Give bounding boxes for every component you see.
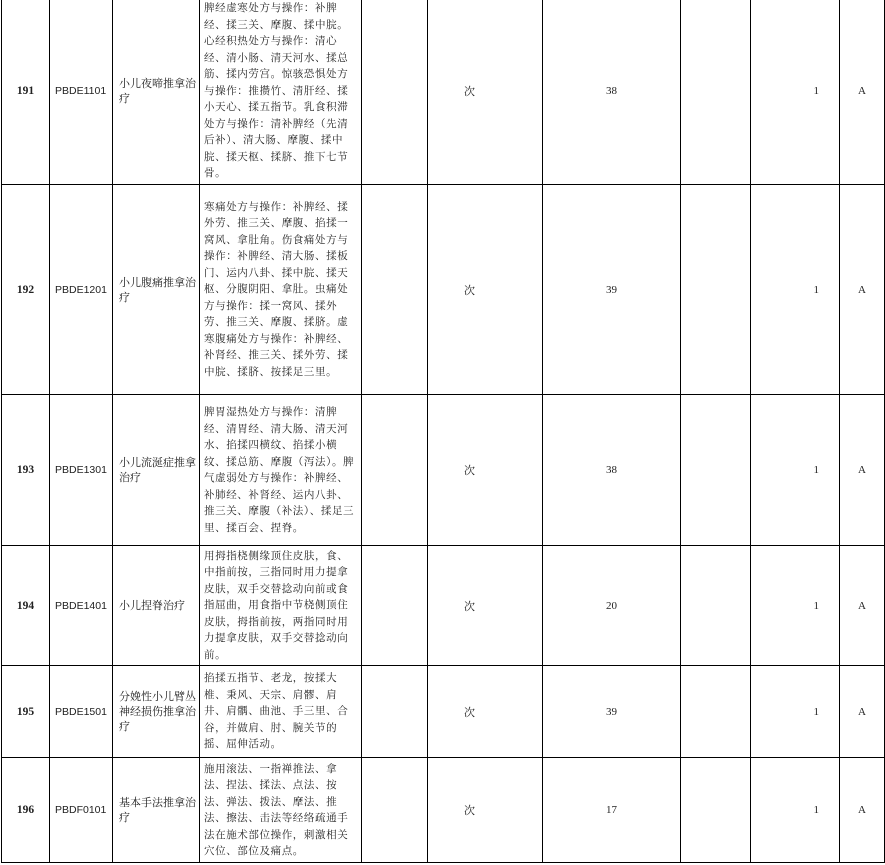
empty-cell [362,666,428,758]
item-grade: A [840,395,885,546]
item-price: 39 [543,666,681,758]
item-code: PBDE1101 [50,0,113,185]
item-quantity: 1 [751,395,840,546]
item-quantity: 1 [751,758,840,863]
row-number: 195 [2,666,50,758]
empty-cell [681,395,751,546]
item-description: 寒痛处方与操作：补脾经、揉外劳、推三关、摩腹、掐揉一窝风、拿肚角。伤食痛处方与操作：补脾经、清大肠、揉板门、运内八卦、揉中脘、揉天枢、分腹阴阳、拿肚。虫痛处方与操作：揉一窝风、揉外劳、推三关、摩腹、揉脐。虚寒腹痛处方与操作：补脾经、补肾经、推三关、揉外劳、揉中脘、揉脐、按揉足三里。 [200,185,362,395]
item-grade: A [840,185,885,395]
item-unit: 次 [428,0,543,185]
item-code: PBDE1201 [50,185,113,395]
item-price: 38 [543,0,681,185]
item-code: PBDE1301 [50,395,113,546]
row-number: 193 [2,395,50,546]
table-row [2,666,885,758]
item-code: PBDE1501 [50,666,113,758]
item-code: PBDF0101 [50,758,113,863]
empty-cell [362,0,428,185]
item-name: 小儿捏脊治疗 [113,546,200,666]
table-row [2,185,885,395]
item-grade: A [840,546,885,666]
item-quantity: 1 [751,185,840,395]
item-unit: 次 [428,666,543,758]
item-price: 38 [543,395,681,546]
row-number: 192 [2,185,50,395]
item-quantity: 1 [751,666,840,758]
empty-cell [681,546,751,666]
item-grade: A [840,0,885,185]
row-number: 191 [2,0,50,185]
item-name: 小儿腹痛推拿治疗 [113,185,200,395]
item-description: 脾经虚寒处方与操作：补脾经、揉三关、摩腹、揉中脘。心经积热处方与操作：清心经、清小肠、清天河水、揉总筋、揉内劳宫。惊骇恐惧处方与操作：推攒竹、清肝经、揉小天心、揉五指节。乳食积滞处方与操作：清补脾经（先清后补）、清大肠、摩腹、揉中脘、揉天枢、揉脐、推下七节骨。 [200,0,362,185]
item-name: 小儿流涎症推拿治疗 [113,395,200,546]
item-unit: 次 [428,546,543,666]
empty-cell [681,758,751,863]
item-description: 用拇指桡侧缘顶住皮肤，食、中指前按，三指同时用力提拿皮肤，双手交替捻动向前或食指屈曲，用食指中节桡侧顶住皮肤，拇指前按，两指同时用力提拿皮肤，双手交替捻动向前。 [200,546,362,666]
item-price: 20 [543,546,681,666]
fee-table [1,0,885,863]
item-price: 39 [543,185,681,395]
item-description: 掐揉五指节、老龙，按揉大椎、秉风、天宗、肩髎、肩井、肩髃、曲池、手三里、合谷，并做肩、肘、腕关节的摇、屈伸活动。 [200,666,362,758]
empty-cell [362,758,428,863]
item-code: PBDE1401 [50,546,113,666]
table-row [2,546,885,666]
table-row [2,0,885,185]
table-row [2,395,885,546]
item-grade: A [840,666,885,758]
item-price: 17 [543,758,681,863]
item-name: 基本手法推拿治疗 [113,758,200,863]
empty-cell [362,546,428,666]
item-name: 分娩性小儿臂丛神经损伤推拿治疗 [113,666,200,758]
item-unit: 次 [428,185,543,395]
item-quantity: 1 [751,0,840,185]
item-unit: 次 [428,758,543,863]
item-unit: 次 [428,395,543,546]
empty-cell [362,185,428,395]
empty-cell [681,666,751,758]
table-row [2,758,885,863]
item-name: 小儿夜啼推拿治疗 [113,0,200,185]
item-grade: A [840,758,885,863]
empty-cell [681,185,751,395]
item-description: 施用滚法、一指禅推法、拿法、捏法、揉法、点法、按法、弹法、拨法、摩法、推法、擦法、击法等经络疏通手法在施术部位操作，刺激相关穴位、部位及痛点。 [200,758,362,863]
row-number: 194 [2,546,50,666]
item-description: 脾胃湿热处方与操作：清脾经、清胃经、清大肠、清天河水、掐揉四横纹、掐揉小横纹、揉总筋、摩腹（泻法）。脾气虚弱处方与操作：补脾经、补肺经、补肾经、运内八卦、推三关、摩腹（补法）、揉足三里、揉百会、捏脊。 [200,395,362,546]
item-quantity: 1 [751,546,840,666]
row-number: 196 [2,758,50,863]
empty-cell [362,395,428,546]
empty-cell [681,0,751,185]
